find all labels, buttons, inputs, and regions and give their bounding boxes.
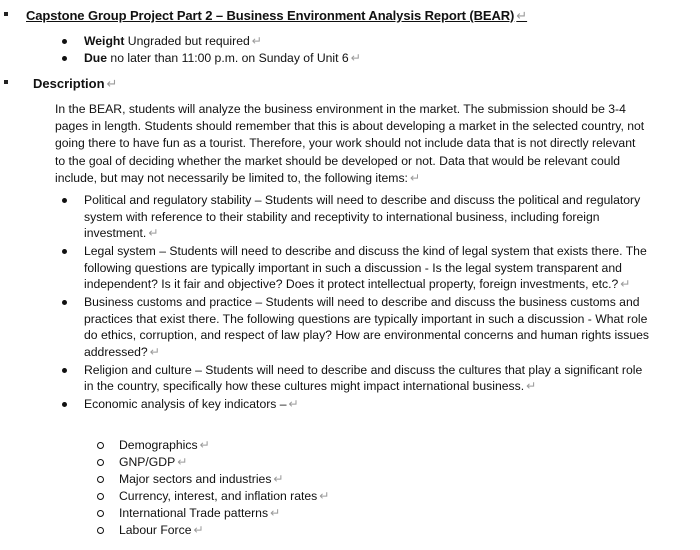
meta-item-due <box>62 50 361 67</box>
list-item-text: Religion and culture – Students will need to describe and discuss the cultures that play a significant role in the country, specifically how these cultures might impact international business. <box>84 362 643 393</box>
paragraph-mark: ↵ <box>319 489 330 503</box>
paragraph-mark: ↵ <box>199 438 210 452</box>
hollow-bullet-icon <box>97 442 104 449</box>
sub-item-text: GNP/GDP <box>119 455 176 469</box>
hollow-bullet-icon <box>97 476 104 483</box>
sub-item-text: Currency, interest, and inflation rates <box>119 489 318 503</box>
list-item-text: Economic analysis of key indicators – <box>84 397 287 411</box>
meta-item-weight <box>62 33 361 50</box>
hollow-bullet-icon <box>97 527 104 534</box>
paragraph-mark: ↵ <box>350 51 361 65</box>
sub-list-item <box>97 522 329 539</box>
paragraph-bullet-marker <box>4 12 8 16</box>
meta-label: Weight <box>84 34 125 48</box>
list-item <box>62 243 652 293</box>
meta-value: Ungraded but required <box>127 34 250 48</box>
sub-list-item <box>97 454 329 471</box>
sub-item-text: Demographics <box>119 438 198 452</box>
meta-label: Due <box>84 51 108 65</box>
title-text: Capstone Group Project Part 2 – Business Environment Analysis Report (BEAR) <box>26 8 515 23</box>
bullet-icon <box>62 402 67 407</box>
list-item <box>62 192 652 242</box>
paragraph-mark: ↵ <box>273 472 284 486</box>
paragraph-mark: ↵ <box>409 170 421 185</box>
items-list <box>62 192 652 414</box>
bullet-icon <box>62 368 67 373</box>
sub-item-text: International Trade patterns <box>119 506 269 520</box>
paragraph-mark: ↵ <box>620 277 631 291</box>
bullet-icon <box>62 56 67 61</box>
bullet-icon <box>62 198 67 203</box>
document-title <box>26 8 527 24</box>
list-item-text: Business customs and practice – Students will need to describe and discuss the business customs and practices that exist there. The following questions are typically important in such a discussion - What role do ethics, corruption, and respect of law play? How are environmental concerns and human rights issues addressed? <box>84 295 649 359</box>
hollow-bullet-icon <box>97 459 104 466</box>
description-heading-text: Description <box>33 76 105 91</box>
paragraph-mark: ↵ <box>251 34 262 48</box>
sub-list-item <box>97 471 329 488</box>
list-item <box>62 294 652 360</box>
list-item <box>62 362 652 395</box>
bullet-icon <box>62 39 67 44</box>
meta-list <box>62 33 361 67</box>
paragraph-mark: ↵ <box>288 397 299 411</box>
paragraph-mark: ↵ <box>149 344 160 359</box>
paragraph-mark: ↵ <box>516 8 528 23</box>
paragraph-mark: ↵ <box>106 76 118 91</box>
paragraph-text: In the BEAR, students will analyze the business environment in the market. The submission should be 3-4 pages in length. Students should remember that this is about developing a market in the selected country, not going there to have fun as a tourist. Therefore, your work should not include data that is not directly relevant to the goal of deciding whether the market should be developed or not. Data that would be relevant could include, but may not necessarily be limited to, the following items: <box>55 102 645 185</box>
bullet-icon <box>62 249 67 254</box>
paragraph-bullet-marker <box>4 80 8 84</box>
sub-items-list <box>97 437 329 539</box>
description-paragraph <box>55 101 645 187</box>
list-item-text: Political and regulatory stability – Students will need to describe and discuss the political and regulatory system with reference to their stability and receptivity to international business, including foreign investment. <box>84 193 641 240</box>
sub-item-text: Labour Force <box>119 523 192 537</box>
sub-list-item <box>97 488 329 505</box>
list-item-text: Legal system – Students will need to describe and discuss the kind of legal system that exists there. The following questions are typically important in such a discussion - Is the legal system transparent and independent? Is it fair and objective? Does it protect intellectual property, foreign investments, etc.? <box>84 244 647 291</box>
description-heading <box>33 76 117 92</box>
paragraph-mark: ↵ <box>270 506 281 520</box>
hollow-bullet-icon <box>97 493 104 500</box>
paragraph-mark: ↵ <box>148 226 159 240</box>
sub-item-text: Major sectors and industries <box>119 472 272 486</box>
paragraph-mark: ↵ <box>193 523 204 537</box>
meta-value: no later than 11:00 p.m. on Sunday of Unit 6 <box>110 51 349 65</box>
sub-list-item <box>97 437 329 454</box>
bullet-icon <box>62 300 67 305</box>
paragraph-mark: ↵ <box>526 379 537 393</box>
list-item <box>62 396 652 413</box>
sub-list-item <box>97 505 329 522</box>
paragraph-mark: ↵ <box>177 455 188 469</box>
hollow-bullet-icon <box>97 510 104 517</box>
